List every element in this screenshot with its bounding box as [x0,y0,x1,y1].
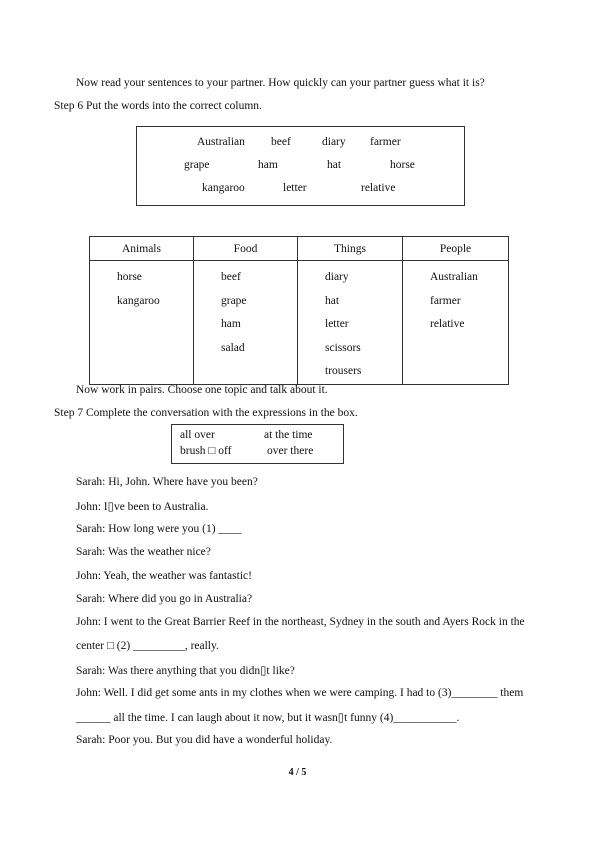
dialogue-line: John: I went to the Great Barrier Reef in the northeast, Sydney in the south and Ayers Rock in the [76,616,525,628]
column-animals [90,261,194,385]
category-table [89,236,509,385]
step7-heading: Step 7 Complete the conversation with the expressions in the box. [54,407,358,419]
dialogue-line: Sarah: Was there anything that you didn▯t like? [76,665,295,677]
dialogue-line: Sarah: Where did you go in Australia? [76,593,253,605]
header-food: Food [194,237,298,261]
list-item: letter [325,318,349,330]
list-item: ham [221,318,241,330]
list-item: farmer [430,294,461,307]
expression-all-over: all over [180,429,215,441]
list-item: trousers [325,365,362,377]
expression-over-there: over there [267,445,314,457]
page-number: 4 / 5 [288,767,307,778]
list-item: diary [325,271,349,283]
word-australian: Australian [197,136,245,148]
word-grape: grape [184,159,210,171]
dialogue-line: ______ all the time. I can laugh about it now, but it wasn▯t funny (4)___________. [76,712,460,724]
step6-heading: Step 6 Put the words into the correct column. [54,100,262,112]
header-things: Things [298,237,403,261]
word-letter: letter [283,182,307,194]
dialogue-line: John: I▯ve been to Australia. [76,501,209,513]
list-item: scissors [325,341,361,354]
word-ham: ham [258,159,278,171]
column-things [298,261,403,385]
dialogue-line: Sarah: Poor you. But you did have a wonderful holiday. [76,734,333,746]
list-item: kangaroo [117,294,160,307]
list-item: horse [117,271,142,283]
list-item: grape [221,294,247,307]
expression-brush-off: brush □ off [180,445,232,457]
table-header-row [90,237,509,261]
header-animals: Animals [90,237,194,261]
expression-box [171,424,344,464]
table-row [90,261,509,385]
word-relative: relative [361,182,396,194]
word-box [136,126,465,206]
list-item: relative [430,318,465,330]
pair-work-instruction: Now work in pairs. Choose one topic and talk about it. [76,384,328,396]
dialogue-line: Sarah: Hi, John. Where have you been? [76,476,258,488]
expression-at-the-time: at the time [264,429,313,441]
dialogue-line: John: Yeah, the weather was fantastic! [76,570,252,582]
header-people: People [403,237,509,261]
word-farmer: farmer [370,136,401,148]
word-diary: diary [322,136,346,148]
list-item: beef [221,271,241,283]
word-kangaroo: kangaroo [202,182,245,194]
column-people [403,261,509,385]
dialogue-line: Sarah: How long were you (1) ____ [76,523,242,535]
word-hat: hat [327,159,342,171]
dialogue-line: Sarah: Was the weather nice? [76,546,211,558]
column-food [194,261,298,385]
dialogue-line: John: Well. I did get some ants in my clothes when we were camping. I had to (3)________ them [76,687,524,699]
word-beef: beef [271,136,291,148]
list-item: hat [325,294,340,307]
word-horse: horse [390,159,415,171]
list-item: salad [221,341,245,354]
dialogue-line: center □ (2) _________, really. [76,640,219,652]
intro-line: Now read your sentences to your partner. How quickly can your partner guess what it is? [76,77,485,89]
list-item: Australian [430,271,478,283]
